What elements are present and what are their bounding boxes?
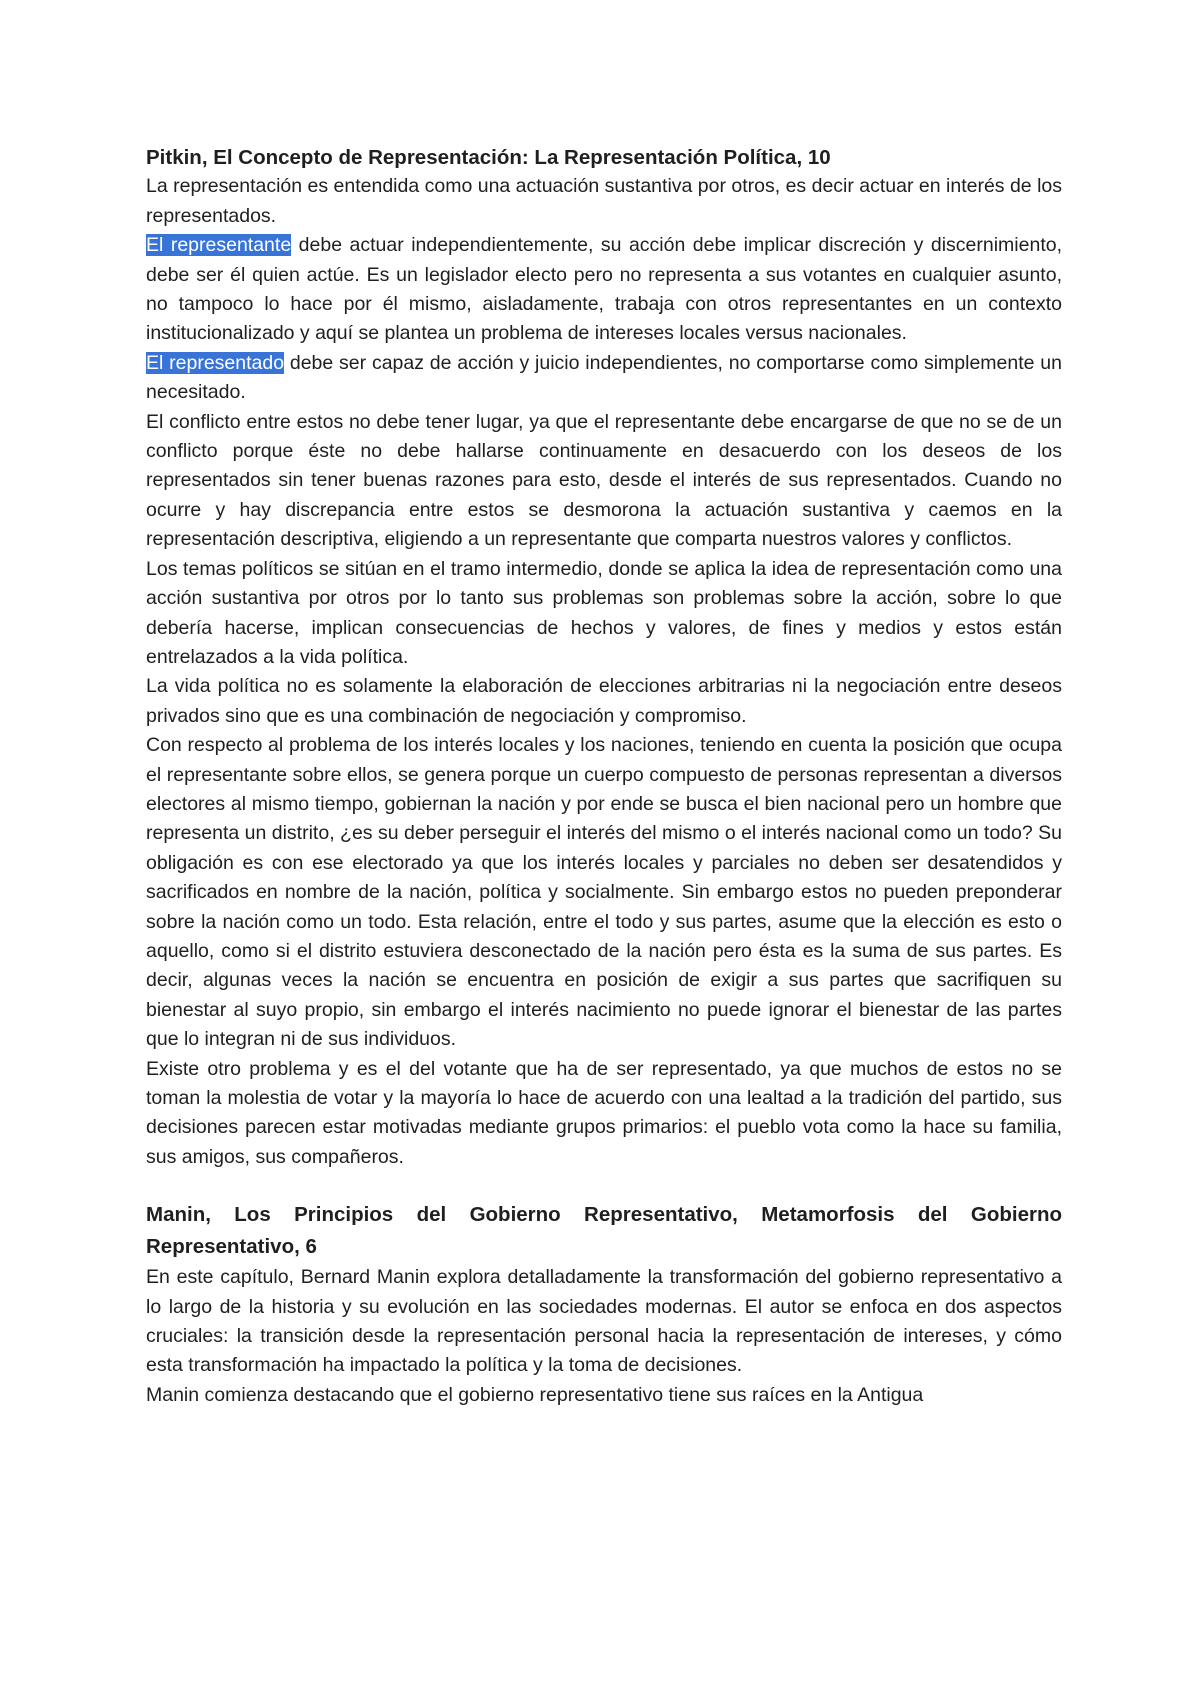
paragraph-text: debe actuar independientemente, su acción debe implicar discreción y discernimiento, debe ser él quien actúe. Es un legislador electo pero no representa a sus votantes en cualquier asunto, no tampoco lo hace por él mismo, aisladamente, trabaja con otros representantes en un contexto institucionalizado y aquí se plantea un problema de intereses locales versus nacionales. bbox=[146, 234, 1063, 345]
section-heading-pitkin: Pitkin, El Concepto de Representación: La Representación Política, 10 bbox=[146, 146, 831, 169]
paragraph[interactable]: Existe otro problema y es el del votante que ha de ser representado, ya que muchos de estos no se toman la molestia de votar y la mayoría lo hace de acuerdo con una lealtad a la tradición del partido, sus decisiones parecen estar motivadas mediante grupos primarios: el pueblo vota como la hace su familia, sus amigos, sus compañeros. bbox=[146, 1057, 1062, 1168]
document-page bbox=[146, 143, 1062, 1410]
paragraph[interactable]: En este capítulo, Bernard Manin explora detalladamente la transformación del gobierno representativo a lo largo de la historia y su evolución en las sociedades modernas. El autor se enfoca en dos aspectos cruciales: la transición desde la representación personal hacia la representación de intereses, y cómo esta transformación ha impactado la política y la toma de decisiones. bbox=[146, 1266, 1062, 1377]
paragraph[interactable]: Con respecto al problema de los interés locales y los naciones, teniendo en cuenta la posición que ocupa el representante sobre ellos, se genera porque un cuerpo compuesto de personas representan a diversos electores al mismo tiempo, gobiernan la nación y por ende se busca el bien nacional pero un hombre que representa un distrito, ¿es su deber perseguir el interés del mismo o el interés nacional como un todo? Su obligación es con ese electorado ya que los interés locales y parciales no deben ser desatendidos y sacrificados en nombre de la nación, política y socialmente. Sin embargo estos no pueden preponderar sobre la nación como un todo. Esta relación, entre el todo y sus partes, asume que la elección es esto o aquello, como si el distrito estuviera desconectado de la nación pero ésta es la suma de sus partes. Es decir, algunas veces la nación se encuentra en posición de exigir a sus partes que sacrifiquen su bienestar al suyo propio, sin embargo el interés nacimiento no puede ignorar el bienestar de las partes que lo integran ni de sus individuos. bbox=[146, 734, 1062, 1051]
section-heading-manin: Manin, Los Principios del Gobierno Representativo, Metamorfosis del Gobierno Representativo, 6 bbox=[146, 1203, 1062, 1259]
paragraph[interactable]: Manin comienza destacando que el gobierno representativo tiene sus raíces en la Antigua bbox=[146, 1383, 924, 1406]
paragraph[interactable]: La vida política no es solamente la elaboración de elecciones arbitrarias ni la negociación entre deseos privados sino que es una combinación de negociación y compromiso. bbox=[146, 675, 1062, 727]
paragraph[interactable] bbox=[146, 231, 1062, 349]
selected-text[interactable]: El representado bbox=[146, 351, 285, 374]
paragraph[interactable]: La representación es entendida como una actuación sustantiva por otros, es decir actuar en interés de los representados. bbox=[146, 175, 1062, 227]
paragraph[interactable] bbox=[146, 349, 1062, 408]
paragraph-text: debe ser capaz de acción y juicio independientes, no comportarse como simplemente un necesitado. bbox=[146, 351, 1062, 404]
selected-text[interactable]: El representante bbox=[146, 234, 292, 257]
paragraph[interactable]: El conflicto entre estos no debe tener lugar, ya que el representante debe encargarse de que no se de un conflicto porque éste no debe hallarse continuamente en desacuerdo con los deseos de los representados sin tener buenas razones para esto, desde el interés de sus representados. Cuando no ocurre y hay discrepancia entre estos se desmorona la actuación sustantiva y caemos en la representación descriptiva, eligiendo a un representante que comparta nuestros valores y conflictos. bbox=[146, 410, 1062, 551]
paragraph[interactable]: Los temas políticos se sitúan en el tramo intermedio, donde se aplica la idea de representación como una acción sustantiva por otros por lo tanto sus problemas son problemas sobre la acción, sobre lo que debería hacerse, implican consecuencias de hechos y valores, de fines y medios y estos están entrelazados a la vida política. bbox=[146, 557, 1062, 668]
